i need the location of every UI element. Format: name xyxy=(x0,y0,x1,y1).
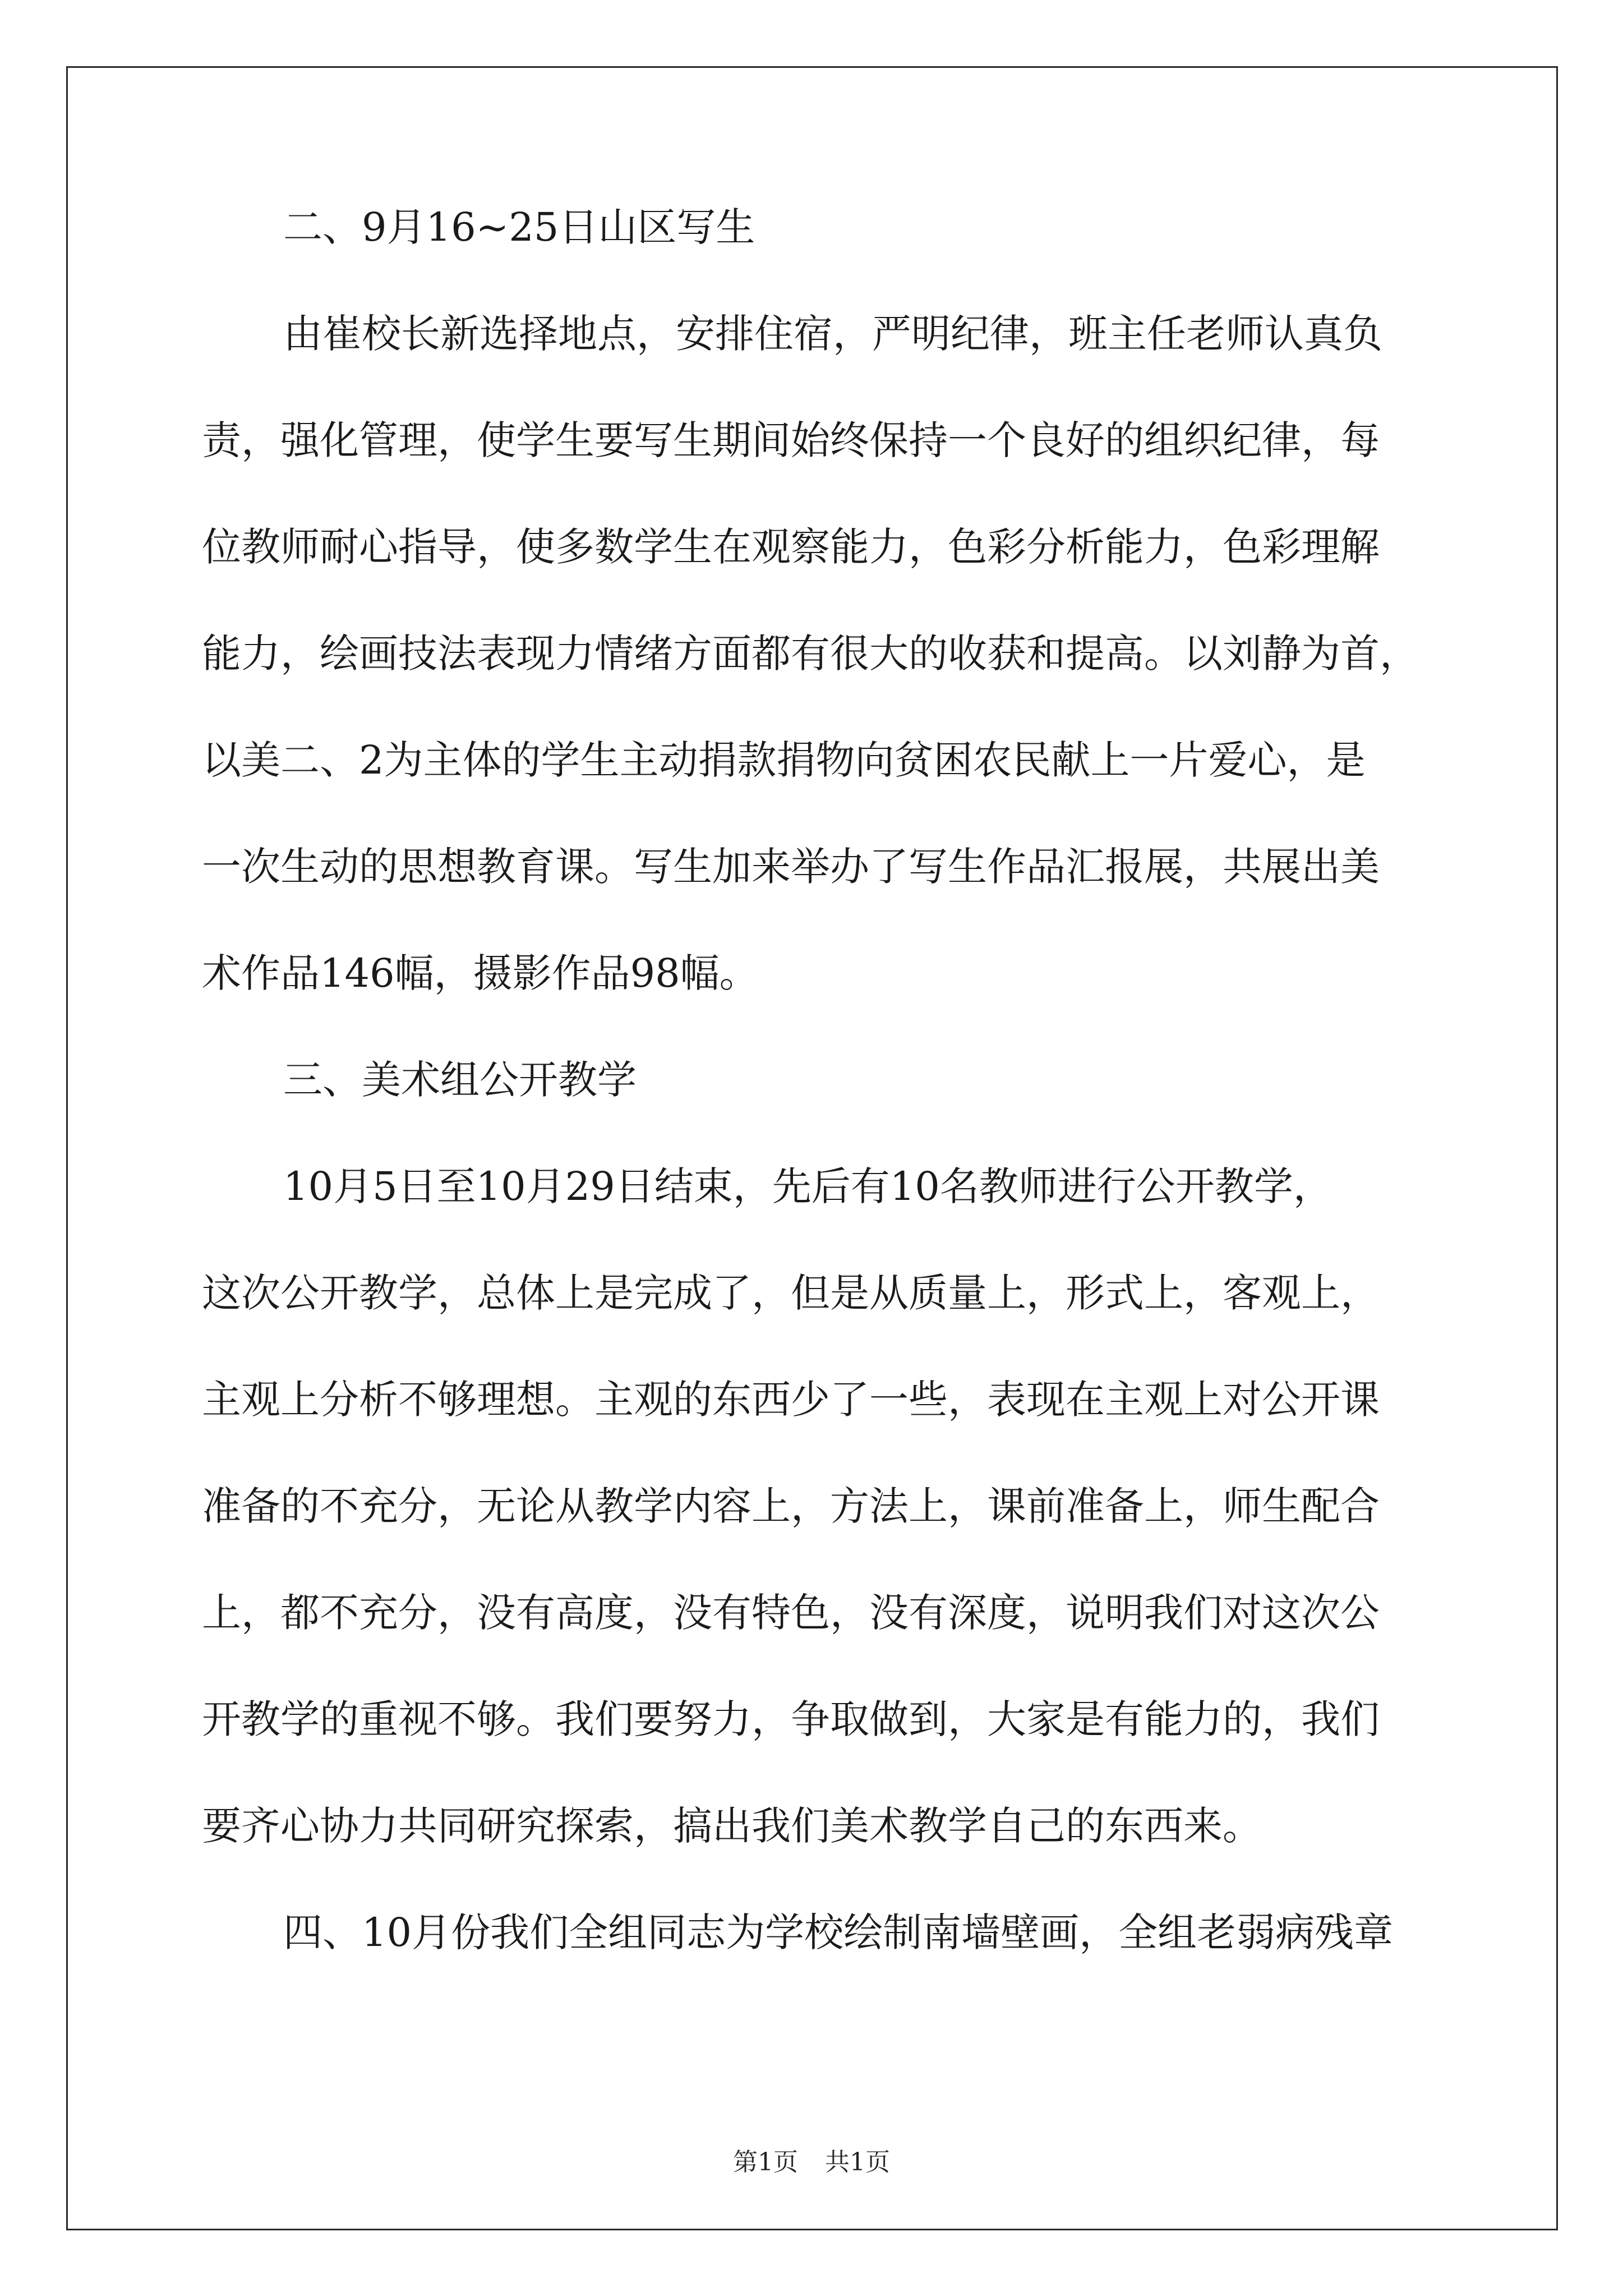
paragraph-line: 责，强化管理，使学生要写生期间始终保持一个良好的组织纪律，每 xyxy=(202,417,1380,463)
section-heading-3: 三、美术组公开教学 xyxy=(283,1057,637,1103)
paragraph-line: 10月5日至10月29日结束，先后有10名教师进行公开教学， xyxy=(283,1163,1332,1209)
paragraph-line: 一次生动的思想教育课。写生加来举办了写生作品汇报展，共展出美 xyxy=(202,844,1380,890)
paragraph-line: 能力，绘画技法表现力情绪方面都有很大的收获和提高。以刘静为首， xyxy=(202,631,1419,677)
page-total: 共1页 xyxy=(825,2148,890,2177)
paragraph-line: 要齐心协力共同研究探索，搞出我们美术教学自己的东西来。 xyxy=(202,1803,1262,1849)
section-heading-4: 四、10月份我们全组同志为学校绘制南墙壁画，全组老弱病残章 xyxy=(283,1910,1394,1955)
page-border xyxy=(66,66,1558,2230)
section-heading-2: 二、9月16~25日山区写生 xyxy=(283,204,755,250)
paragraph-line: 术作品146幅，摄影作品98幅。 xyxy=(202,950,759,996)
page-number: 第1页 xyxy=(733,2148,798,2177)
paragraph-line: 主观上分析不够理想。主观的东西少了一些，表现在主观上对公开课 xyxy=(202,1377,1380,1423)
paragraph-line: 以美二、2为主体的学生主动捐款捐物向贫困农民献上一片爱心，是 xyxy=(202,737,1366,783)
page-footer xyxy=(0,2142,1623,2178)
paragraph-line: 由崔校长新选择地点，安排住宿，严明纪律，班主任老师认真负 xyxy=(283,311,1382,357)
paragraph-line: 这次公开教学，总体上是完成了，但是从质量上，形式上，客观上， xyxy=(202,1270,1380,1316)
paragraph-line: 上，都不充分，没有高度，没有特色，没有深度，说明我们对这次公 xyxy=(202,1590,1380,1636)
paragraph-line: 准备的不充分，无论从教学内容上，方法上，课前准备上，师生配合 xyxy=(202,1483,1380,1529)
paragraph-line: 位教师耐心指导，使多数学生在观察能力，色彩分析能力，色彩理解 xyxy=(202,524,1380,570)
paragraph-line: 开教学的重视不够。我们要努力，争取做到，大家是有能力的，我们 xyxy=(202,1696,1380,1742)
